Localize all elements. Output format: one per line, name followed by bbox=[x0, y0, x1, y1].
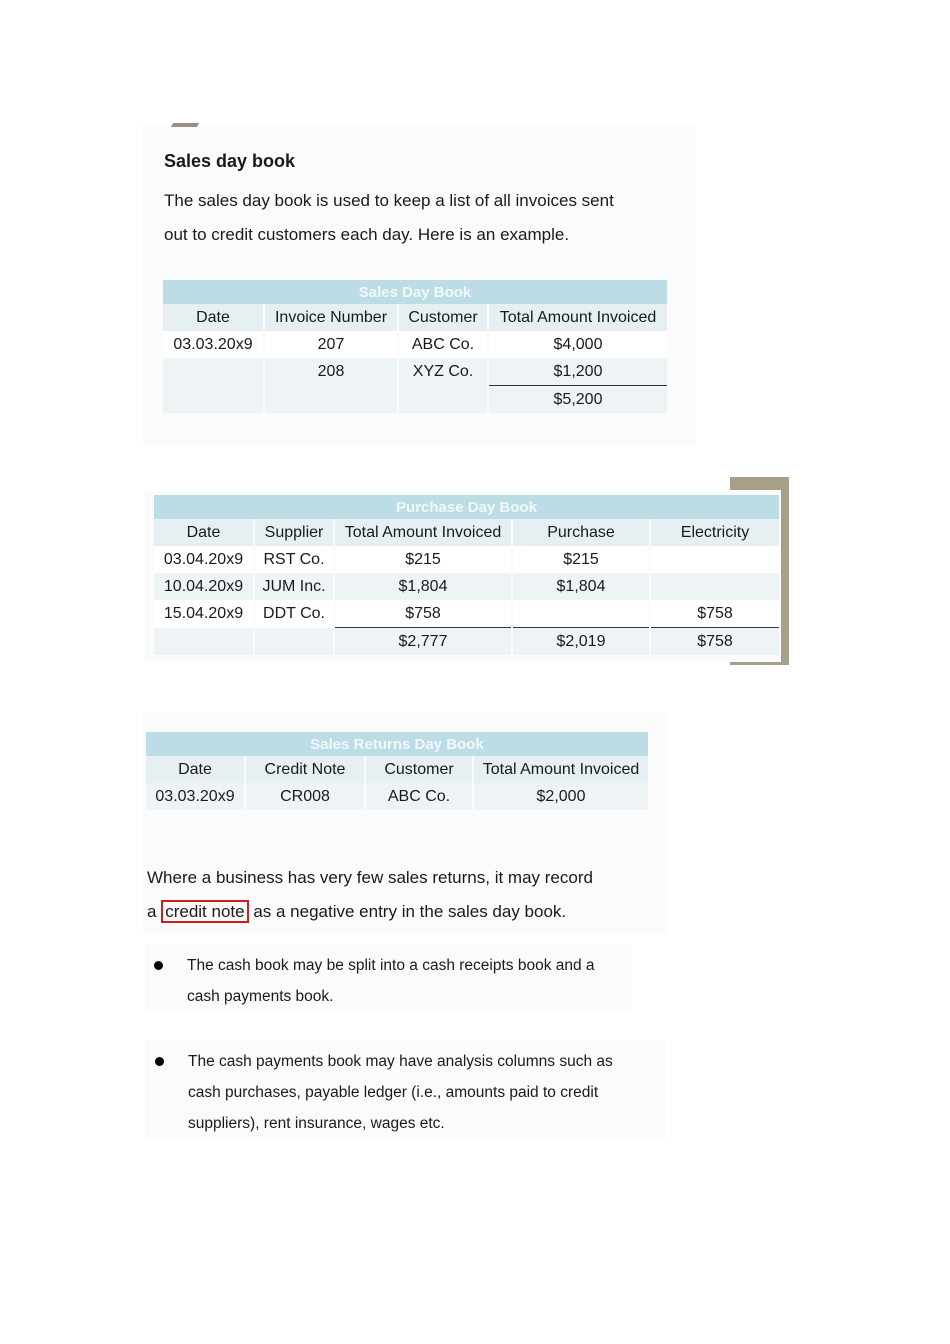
table-cell: $215 bbox=[513, 546, 649, 573]
table-cell bbox=[265, 386, 397, 413]
table-title: Sales Returns Day Book bbox=[146, 732, 648, 756]
sales-returns-day-book-table bbox=[144, 732, 650, 810]
bullet-text-1 bbox=[187, 950, 637, 1012]
table-cell: XYZ Co. bbox=[399, 358, 487, 386]
column-header: Total Amount Invoiced bbox=[474, 756, 648, 783]
column-header: Electricity bbox=[651, 519, 779, 546]
column-header: Total Amount Invoiced bbox=[335, 519, 511, 546]
table-cell: CR008 bbox=[246, 783, 364, 810]
bullet-2-line-2: cash purchases, payable ledger (i.e., amounts paid to credit bbox=[188, 1084, 599, 1101]
column-header: Invoice Number bbox=[265, 304, 397, 331]
table-cell: ABC Co. bbox=[399, 331, 487, 358]
bullet-dot-icon bbox=[155, 1057, 164, 1066]
credit-note-highlight: credit note bbox=[161, 900, 248, 923]
table-cell bbox=[651, 546, 779, 573]
returns-paragraph bbox=[147, 861, 667, 929]
column-header: Date bbox=[154, 519, 253, 546]
table-cell bbox=[399, 386, 487, 413]
table-cell-total: $5,200 bbox=[489, 386, 667, 413]
table-cell: JUM Inc. bbox=[255, 573, 333, 600]
table-cell-total: $2,777 bbox=[335, 628, 511, 655]
table-title: Sales Day Book bbox=[163, 280, 667, 304]
table-cell: 208 bbox=[265, 358, 397, 386]
table-cell: $1,804 bbox=[513, 573, 649, 600]
column-header: Credit Note bbox=[246, 756, 364, 783]
returns-line-2-prefix: a bbox=[147, 902, 157, 921]
bullet-dot-icon bbox=[154, 961, 163, 970]
table-cell: 03.03.20x9 bbox=[146, 783, 244, 810]
table-cell: $758 bbox=[335, 600, 511, 628]
table-cell: 03.03.20x9 bbox=[163, 331, 263, 358]
table-cell: $4,000 bbox=[489, 331, 667, 358]
table-row bbox=[154, 600, 779, 628]
table-cell: 03.04.20x9 bbox=[154, 546, 253, 573]
intro-paragraph bbox=[164, 184, 684, 252]
table-cell: 207 bbox=[265, 331, 397, 358]
table-row bbox=[154, 573, 779, 600]
table-cell: DDT Co. bbox=[255, 600, 333, 628]
table-row bbox=[163, 358, 667, 386]
returns-line-1: Where a business has very few sales returns, it may record bbox=[147, 868, 593, 887]
column-header: Date bbox=[163, 304, 263, 331]
table-cell: 15.04.20x9 bbox=[154, 600, 253, 628]
table-cell bbox=[513, 600, 649, 628]
table-title: Purchase Day Book bbox=[154, 495, 779, 519]
intro-line-1: The sales day book is used to keep a list of all invoices sent bbox=[164, 191, 614, 210]
column-header: Purchase bbox=[513, 519, 649, 546]
column-header: Total Amount Invoiced bbox=[489, 304, 667, 331]
table-cell: RST Co. bbox=[255, 546, 333, 573]
table-cell: 10.04.20x9 bbox=[154, 573, 253, 600]
sales-day-book-table bbox=[161, 280, 669, 413]
purchase-day-book-table bbox=[152, 495, 781, 655]
table-cell bbox=[651, 573, 779, 600]
table-cell: $1,200 bbox=[489, 358, 667, 386]
table-row bbox=[154, 546, 779, 573]
returns-line-2-suffix: as a negative entry in the sales day book. bbox=[253, 902, 567, 921]
table-cell-total: $758 bbox=[651, 628, 779, 655]
table-cell: ABC Co. bbox=[366, 783, 472, 810]
returns-line-2 bbox=[147, 895, 667, 929]
column-header: Customer bbox=[366, 756, 472, 783]
bullet-1-line-1: The cash book may be split into a cash receipts book and a bbox=[187, 957, 595, 974]
bullet-text-2 bbox=[188, 1046, 664, 1139]
table-cell bbox=[163, 358, 263, 386]
table-row bbox=[163, 331, 667, 358]
bullet-2-line-3: suppliers), rent insurance, wages etc. bbox=[188, 1115, 445, 1132]
slide-frame-right bbox=[781, 477, 789, 665]
table-cell: $1,804 bbox=[335, 573, 511, 600]
table-cell: $215 bbox=[335, 546, 511, 573]
section-heading: Sales day book bbox=[164, 151, 296, 171]
bullet-2-line-1: The cash payments book may have analysis columns such as bbox=[188, 1053, 613, 1070]
table-cell bbox=[154, 628, 253, 655]
corner-decoration bbox=[171, 123, 199, 127]
intro-line-2: out to credit customers each day. Here is an example. bbox=[164, 225, 570, 244]
table-row-total bbox=[163, 386, 667, 413]
bullet-1-line-2: cash payments book. bbox=[187, 988, 334, 1005]
column-header: Customer bbox=[399, 304, 487, 331]
table-row-total bbox=[154, 628, 779, 655]
table-cell bbox=[255, 628, 333, 655]
table-cell: $2,000 bbox=[474, 783, 648, 810]
table-cell bbox=[163, 386, 263, 413]
table-cell: $758 bbox=[651, 600, 779, 628]
column-header: Supplier bbox=[255, 519, 333, 546]
table-cell-total: $2,019 bbox=[513, 628, 649, 655]
table-row bbox=[146, 783, 648, 810]
column-header: Date bbox=[146, 756, 244, 783]
